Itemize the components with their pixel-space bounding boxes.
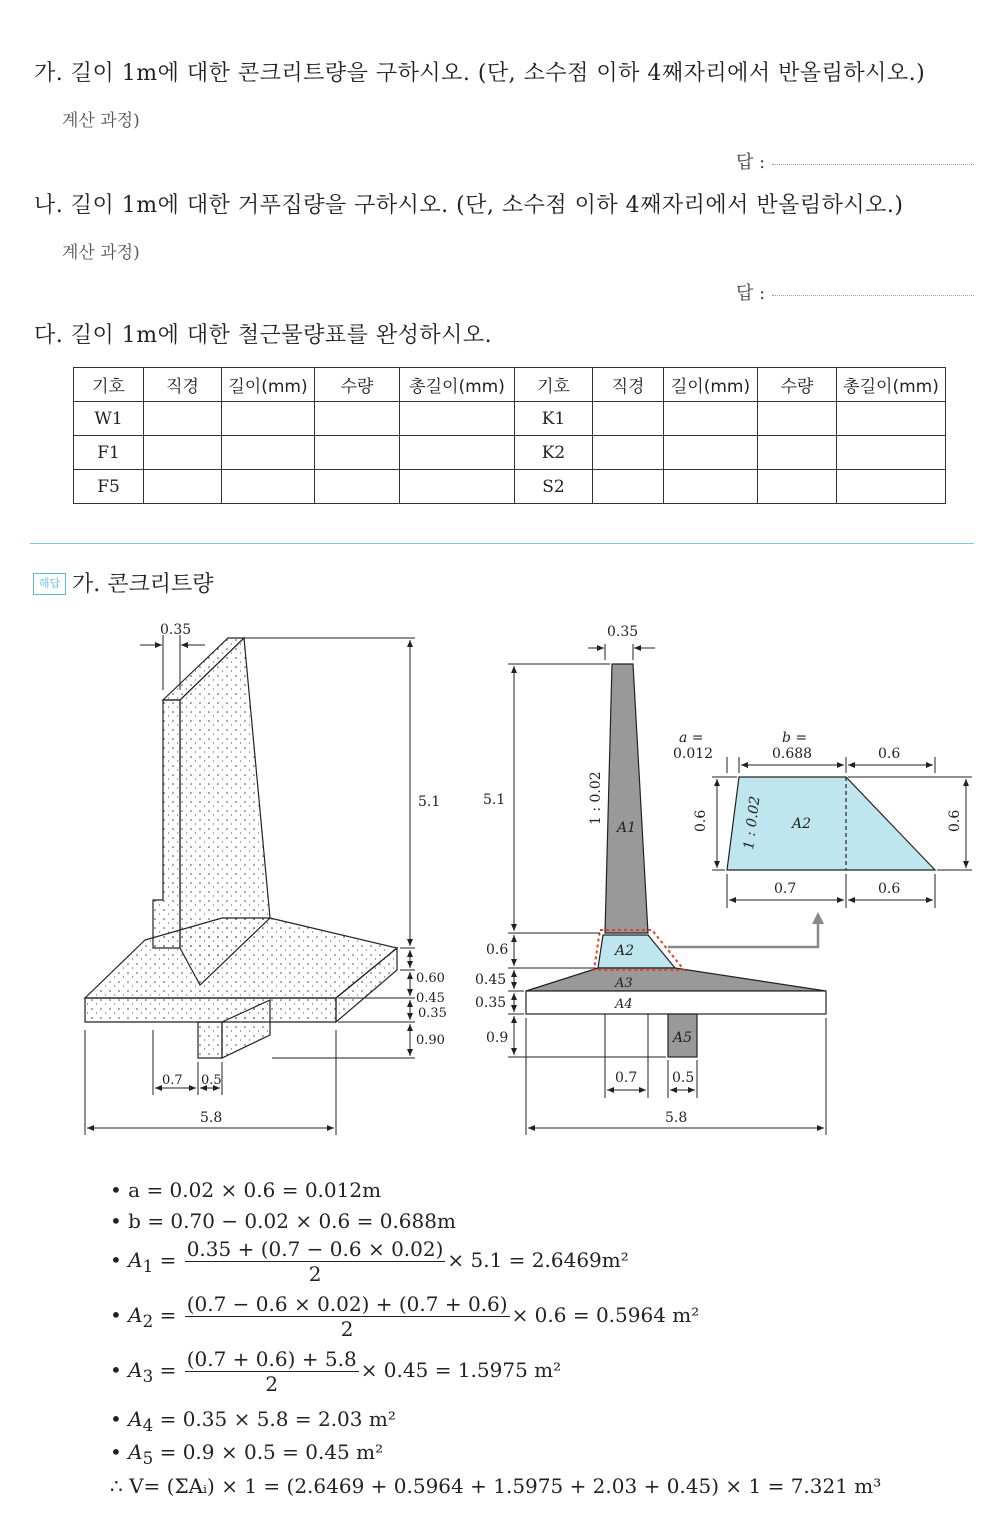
header-cell: 길이(mm) — [664, 368, 758, 402]
sec-slope: 1 : 0.02 — [588, 771, 604, 825]
question-a: 가. 길이 1m에 대한 콘크리트량을 구하시오. (단, 소수점 이하 4째자리에서 반올림하시오.) — [34, 61, 926, 86]
label-a4: A4 — [615, 997, 633, 1012]
table-cell-input[interactable] — [758, 470, 837, 504]
solution-badge: 해답 — [33, 573, 66, 595]
table-cell-input[interactable] — [315, 470, 400, 504]
table-row — [74, 402, 946, 436]
header-cell: 수량 — [315, 368, 400, 402]
sec-dim-b: 0.45 — [475, 972, 507, 988]
table-cell-input[interactable] — [144, 402, 222, 436]
table-cell-input[interactable] — [400, 470, 515, 504]
table-cell-input[interactable] — [400, 436, 515, 470]
answer-label-a: 답 : — [736, 152, 766, 173]
table-cell-input[interactable] — [593, 402, 664, 436]
table-cell: K1 — [515, 402, 593, 436]
header-cell: 수량 — [758, 368, 837, 402]
label-a1: A1 — [617, 820, 637, 836]
header-cell: 기호 — [74, 368, 144, 402]
formula-volume: ∴ V= (ΣAᵢ) × 1 = (2.6469 + 0.5964 + 1.5975 + 2.03 + 0.45) × 1 = 7.321 m³ — [110, 1474, 882, 1498]
table-cell: F5 — [74, 470, 144, 504]
section-divider — [30, 543, 974, 544]
dim-b: 0.45 — [416, 991, 445, 1006]
calc-label-a: 계산 과정) — [62, 111, 140, 131]
dim-key: 0.5 — [201, 1073, 222, 1088]
table-cell-input[interactable] — [837, 470, 946, 504]
dim-top-width: 0.35 — [160, 622, 192, 638]
formula-b: • b = 0.70 − 0.02 × 0.6 = 0.688m — [110, 1209, 456, 1233]
detail-b-label: b = — [782, 730, 808, 746]
rebar-quantity-table — [73, 367, 946, 504]
detail-height-left: 0.6 — [693, 809, 709, 832]
table-cell: F1 — [74, 436, 144, 470]
calc-label-b: 계산 과정) — [62, 243, 140, 263]
detail-right-top: 0.6 — [878, 746, 901, 762]
isometric-wall-drawing — [85, 638, 397, 1058]
table-cell-input[interactable] — [837, 402, 946, 436]
table-cell-input[interactable] — [758, 402, 837, 436]
table-cell-input[interactable] — [144, 470, 222, 504]
formula-A5: • $A_5 = 0.9 \times 0.5 = 0.45$ m² — [110, 1440, 384, 1468]
header-cell: 기호 — [515, 368, 593, 402]
table-cell-input[interactable] — [593, 470, 664, 504]
detail-b-value: 0.688 — [772, 746, 813, 762]
table-cell-input[interactable] — [837, 436, 946, 470]
sec-dim-base: 5.8 — [665, 1110, 688, 1126]
table-header-row — [74, 368, 946, 402]
header-cell: 총길이(mm) — [837, 368, 946, 402]
detail-height-right: 0.6 — [947, 809, 963, 832]
detail-bottom-left: 0.7 — [774, 881, 797, 897]
sec-dim-top: 0.35 — [607, 624, 639, 640]
formula-A1: • $A_1$ = $\frac{0.35 + (0.7 - 0.6 \times 0.02)}{2}$ × 5.1 = 2.6469m² — [110, 1237, 629, 1286]
sec-dim-key: 0.5 — [672, 1070, 695, 1086]
sec-dim-height: 5.1 — [483, 792, 506, 808]
formula-A4: • $A_4 = 0.35 \times 5.8 = 2.03$ m² — [110, 1407, 396, 1435]
table-cell-input[interactable] — [222, 436, 315, 470]
table-cell: W1 — [74, 402, 144, 436]
formula-a: • a = 0.02 × 0.6 = 0.012m — [110, 1178, 382, 1202]
dim-base: 5.8 — [200, 1110, 223, 1126]
table-cell-input[interactable] — [315, 436, 400, 470]
detail-slope: 1 : 0.02 — [741, 795, 764, 851]
table-cell-input[interactable] — [222, 470, 315, 504]
table-cell-input[interactable] — [144, 436, 222, 470]
dim-height: 5.1 — [418, 794, 441, 810]
table-cell-input[interactable] — [664, 402, 758, 436]
formula-A3: • $A_3$ = $\frac{(0.7 + 0.6) + 5.8}{2}$ × 0.45 = 1.5975 m² — [110, 1347, 562, 1396]
table-cell-input[interactable] — [400, 402, 515, 436]
table-cell-input[interactable] — [315, 402, 400, 436]
dim-a: 0.60 — [416, 971, 445, 986]
header-cell: 직경 — [593, 368, 664, 402]
table-cell-input[interactable] — [593, 436, 664, 470]
dim-heel: 0.7 — [162, 1073, 183, 1088]
header-cell: 직경 — [144, 368, 222, 402]
dim-d: 0.90 — [416, 1033, 445, 1048]
dim-c: 0.35 — [418, 1006, 447, 1021]
label-a2: A2 — [615, 943, 635, 959]
question-c: 다. 길이 1m에 대한 철근물량표를 완성하시오. — [34, 323, 493, 348]
detail-bottom-right: 0.6 — [878, 881, 901, 897]
detail-a-label: a = — [679, 730, 704, 746]
retaining-wall-figures — [0, 610, 1003, 1170]
formula-A2: • $A_2$ = $\frac{(0.7 - 0.6 \times 0.02) + (0.7 + 0.6)}{2}$ × 0.6 = 0.5964 m² — [110, 1292, 700, 1341]
solution-title: 가. 콘크리트량 — [72, 572, 214, 597]
answer-line-a[interactable] — [772, 164, 974, 165]
header-cell: 총길이(mm) — [400, 368, 515, 402]
header-cell: 길이(mm) — [222, 368, 315, 402]
answer-line-b[interactable] — [772, 295, 974, 296]
table-cell: K2 — [515, 436, 593, 470]
detail-a-value: 0.012 — [673, 746, 714, 762]
sec-dim-a: 0.6 — [486, 942, 509, 958]
table-cell-input[interactable] — [664, 436, 758, 470]
sec-dim-d: 0.9 — [486, 1030, 509, 1046]
table-cell-input[interactable] — [664, 470, 758, 504]
label-a3: A3 — [615, 976, 633, 991]
answer-label-b: 답 : — [736, 283, 766, 304]
sec-dim-c: 0.35 — [475, 995, 507, 1011]
label-a5: A5 — [673, 1030, 693, 1046]
table-cell-input[interactable] — [222, 402, 315, 436]
table-cell: S2 — [515, 470, 593, 504]
table-row — [74, 470, 946, 504]
table-cell-input[interactable] — [758, 436, 837, 470]
question-b: 나. 길이 1m에 대한 거푸집량을 구하시오. (단, 소수점 이하 4째자리에서 반올림하시오.) — [34, 193, 904, 218]
sec-dim-heel: 0.7 — [615, 1070, 638, 1086]
table-row — [74, 436, 946, 470]
detail-area-label: A2 — [792, 816, 812, 832]
